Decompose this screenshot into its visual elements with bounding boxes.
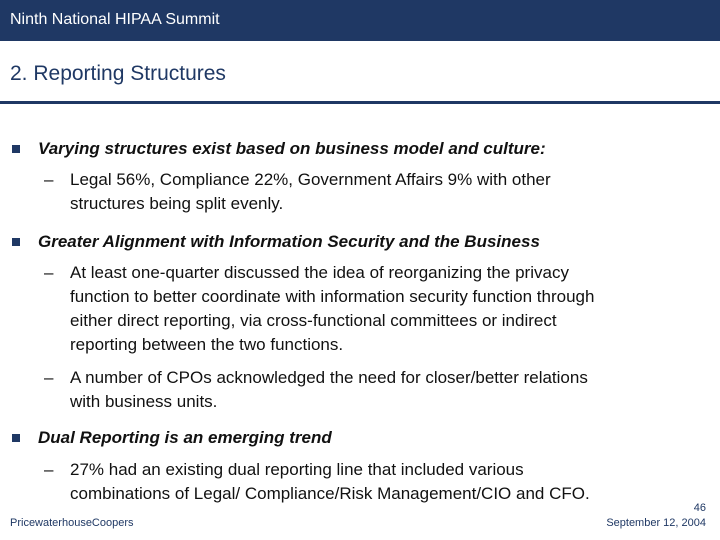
sub-bullet-line: with business units. (70, 392, 218, 411)
bullet-square-icon (12, 238, 20, 246)
bullet-square-icon (12, 145, 20, 153)
footer-company: PricewaterhouseCoopers (10, 517, 134, 529)
sub-bullet-line: 27% had an existing dual reporting line that included various (70, 460, 524, 479)
slide-title: 2. Reporting Structures (10, 62, 226, 85)
sub-bullet-line: structures being split evenly. (70, 194, 284, 213)
sub-bullet-line: reporting between the two functions. (70, 335, 344, 354)
header-title: Ninth National HIPAA Summit (10, 11, 220, 28)
sub-bullet-line: combinations of Legal/ Compliance/Risk Management/CIO and CFO. (70, 484, 590, 503)
sub-bullet-line: A number of CPOs acknowledged the need for closer/better relations (70, 368, 588, 387)
dash-icon: – (44, 368, 54, 387)
bullet-heading: Varying structures exist based on business model and culture: (38, 139, 546, 158)
page-number: 46 (693, 502, 706, 514)
sub-bullet-line: either direct reporting, via cross-functional committees or indirect (70, 311, 557, 330)
bullet-heading: Dual Reporting is an emerging trend (38, 428, 332, 447)
sub-bullet-line: Legal 56%, Compliance 22%, Government Affairs 9% with other (70, 170, 551, 189)
dash-icon: – (44, 170, 54, 189)
sub-bullet-line: function to better coordinate with information security function through (70, 287, 595, 306)
footer-date: September 12, 2004 (606, 517, 706, 529)
bullet-heading: Greater Alignment with Information Security and the Business (38, 232, 540, 251)
dash-icon: – (44, 263, 54, 282)
dash-icon: – (44, 460, 54, 479)
bullet-square-icon (12, 434, 20, 442)
sub-bullet-line: At least one-quarter discussed the idea of reorganizing the privacy (70, 263, 569, 282)
